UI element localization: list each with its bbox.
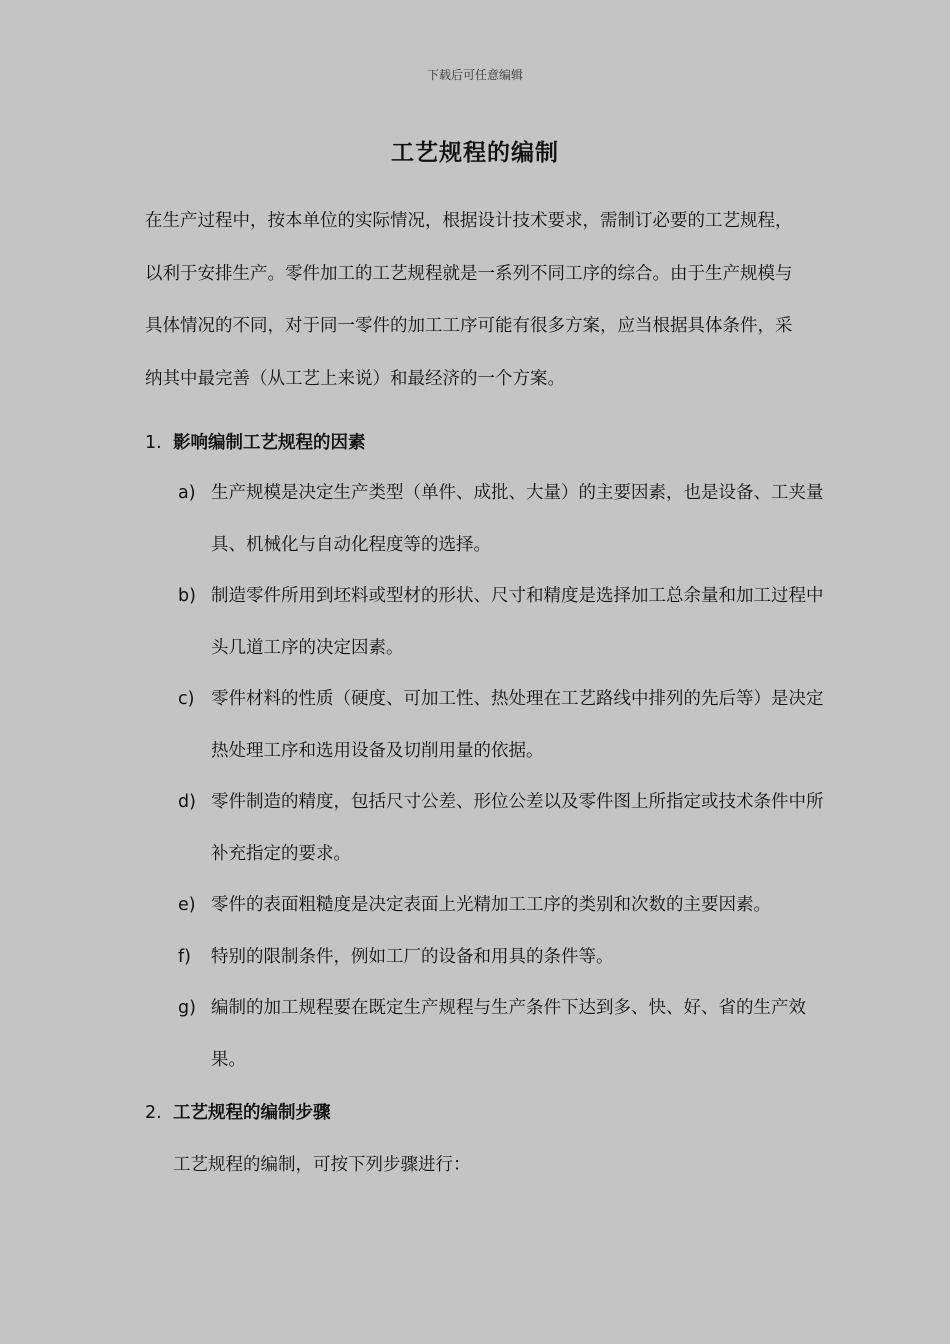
section-2-title: 工艺规程的编制步骤	[173, 1103, 331, 1123]
section-2-number: 2.	[145, 1103, 162, 1123]
list-marker: g)	[178, 998, 196, 1018]
list-marker: a)	[178, 483, 196, 503]
list-marker: e)	[178, 895, 196, 915]
intro-paragraph: 在生产过程中，按本单位的实际情况，根据设计技术要求，需制订必要的工艺规程，以利于安排生产。零件加工的工艺规程就是一系列不同工序的综合。由于生产规模与具体情况的不同，对于同一零件的加工工序可能有很多方案，应当根据具体条件，采纳其中最完善（从工艺上来说）和最经济的一个方案。	[145, 211, 793, 389]
section-1-heading	[145, 429, 366, 454]
list-item-text: 零件材料的性质（硬度、可加工性、热处理在工艺路线中排列的先后等）是决定热处理工序和选用设备及切削用量的依据。	[211, 689, 824, 761]
list-item	[178, 571, 828, 674]
list-item-text: 编制的加工规程要在既定生产规程与生产条件下达到多、快、好、省的生产效果。	[211, 998, 806, 1070]
list-item	[178, 674, 828, 777]
list-item	[178, 468, 828, 571]
section-2-intro: 工艺规程的编制，可按下列步骤进行：	[173, 1155, 471, 1175]
list-marker: d)	[178, 792, 196, 812]
document-title: 工艺规程的编制	[391, 140, 559, 166]
section-2-heading	[145, 1099, 331, 1124]
list-item	[178, 983, 828, 1086]
section-1-number: 1.	[145, 433, 162, 453]
list-item-text: 零件制造的精度，包括尺寸公差、形位公差以及零件图上所指定或技术条件中所补充指定的要求。	[211, 792, 824, 864]
list-item	[178, 932, 828, 984]
list-marker: c)	[178, 689, 195, 709]
section-1-title: 影响编制工艺规程的因素	[173, 433, 366, 453]
list-marker: f)	[178, 946, 191, 967]
factor-list	[178, 468, 828, 1086]
header-note: 下载后可任意编辑	[426, 68, 523, 82]
list-item	[178, 880, 828, 932]
list-item-text: 特别的限制条件，例如工厂的设备和用具的条件等。	[211, 946, 614, 967]
list-item-text: 制造零件所用到坯料或型材的形状、尺寸和精度是选择加工总余量和加工过程中头几道工序的决定因素。	[211, 586, 824, 658]
list-item-text: 生产规模是决定生产类型（单件、成批、大量）的主要因素，也是设备、工夹量具、机械化与自动化程度等的选择。	[211, 483, 824, 555]
list-item-text: 零件的表面粗糙度是决定表面上光精加工工序的类别和次数的主要因素。	[211, 895, 771, 915]
list-marker: b)	[178, 586, 196, 606]
list-item	[178, 777, 828, 880]
